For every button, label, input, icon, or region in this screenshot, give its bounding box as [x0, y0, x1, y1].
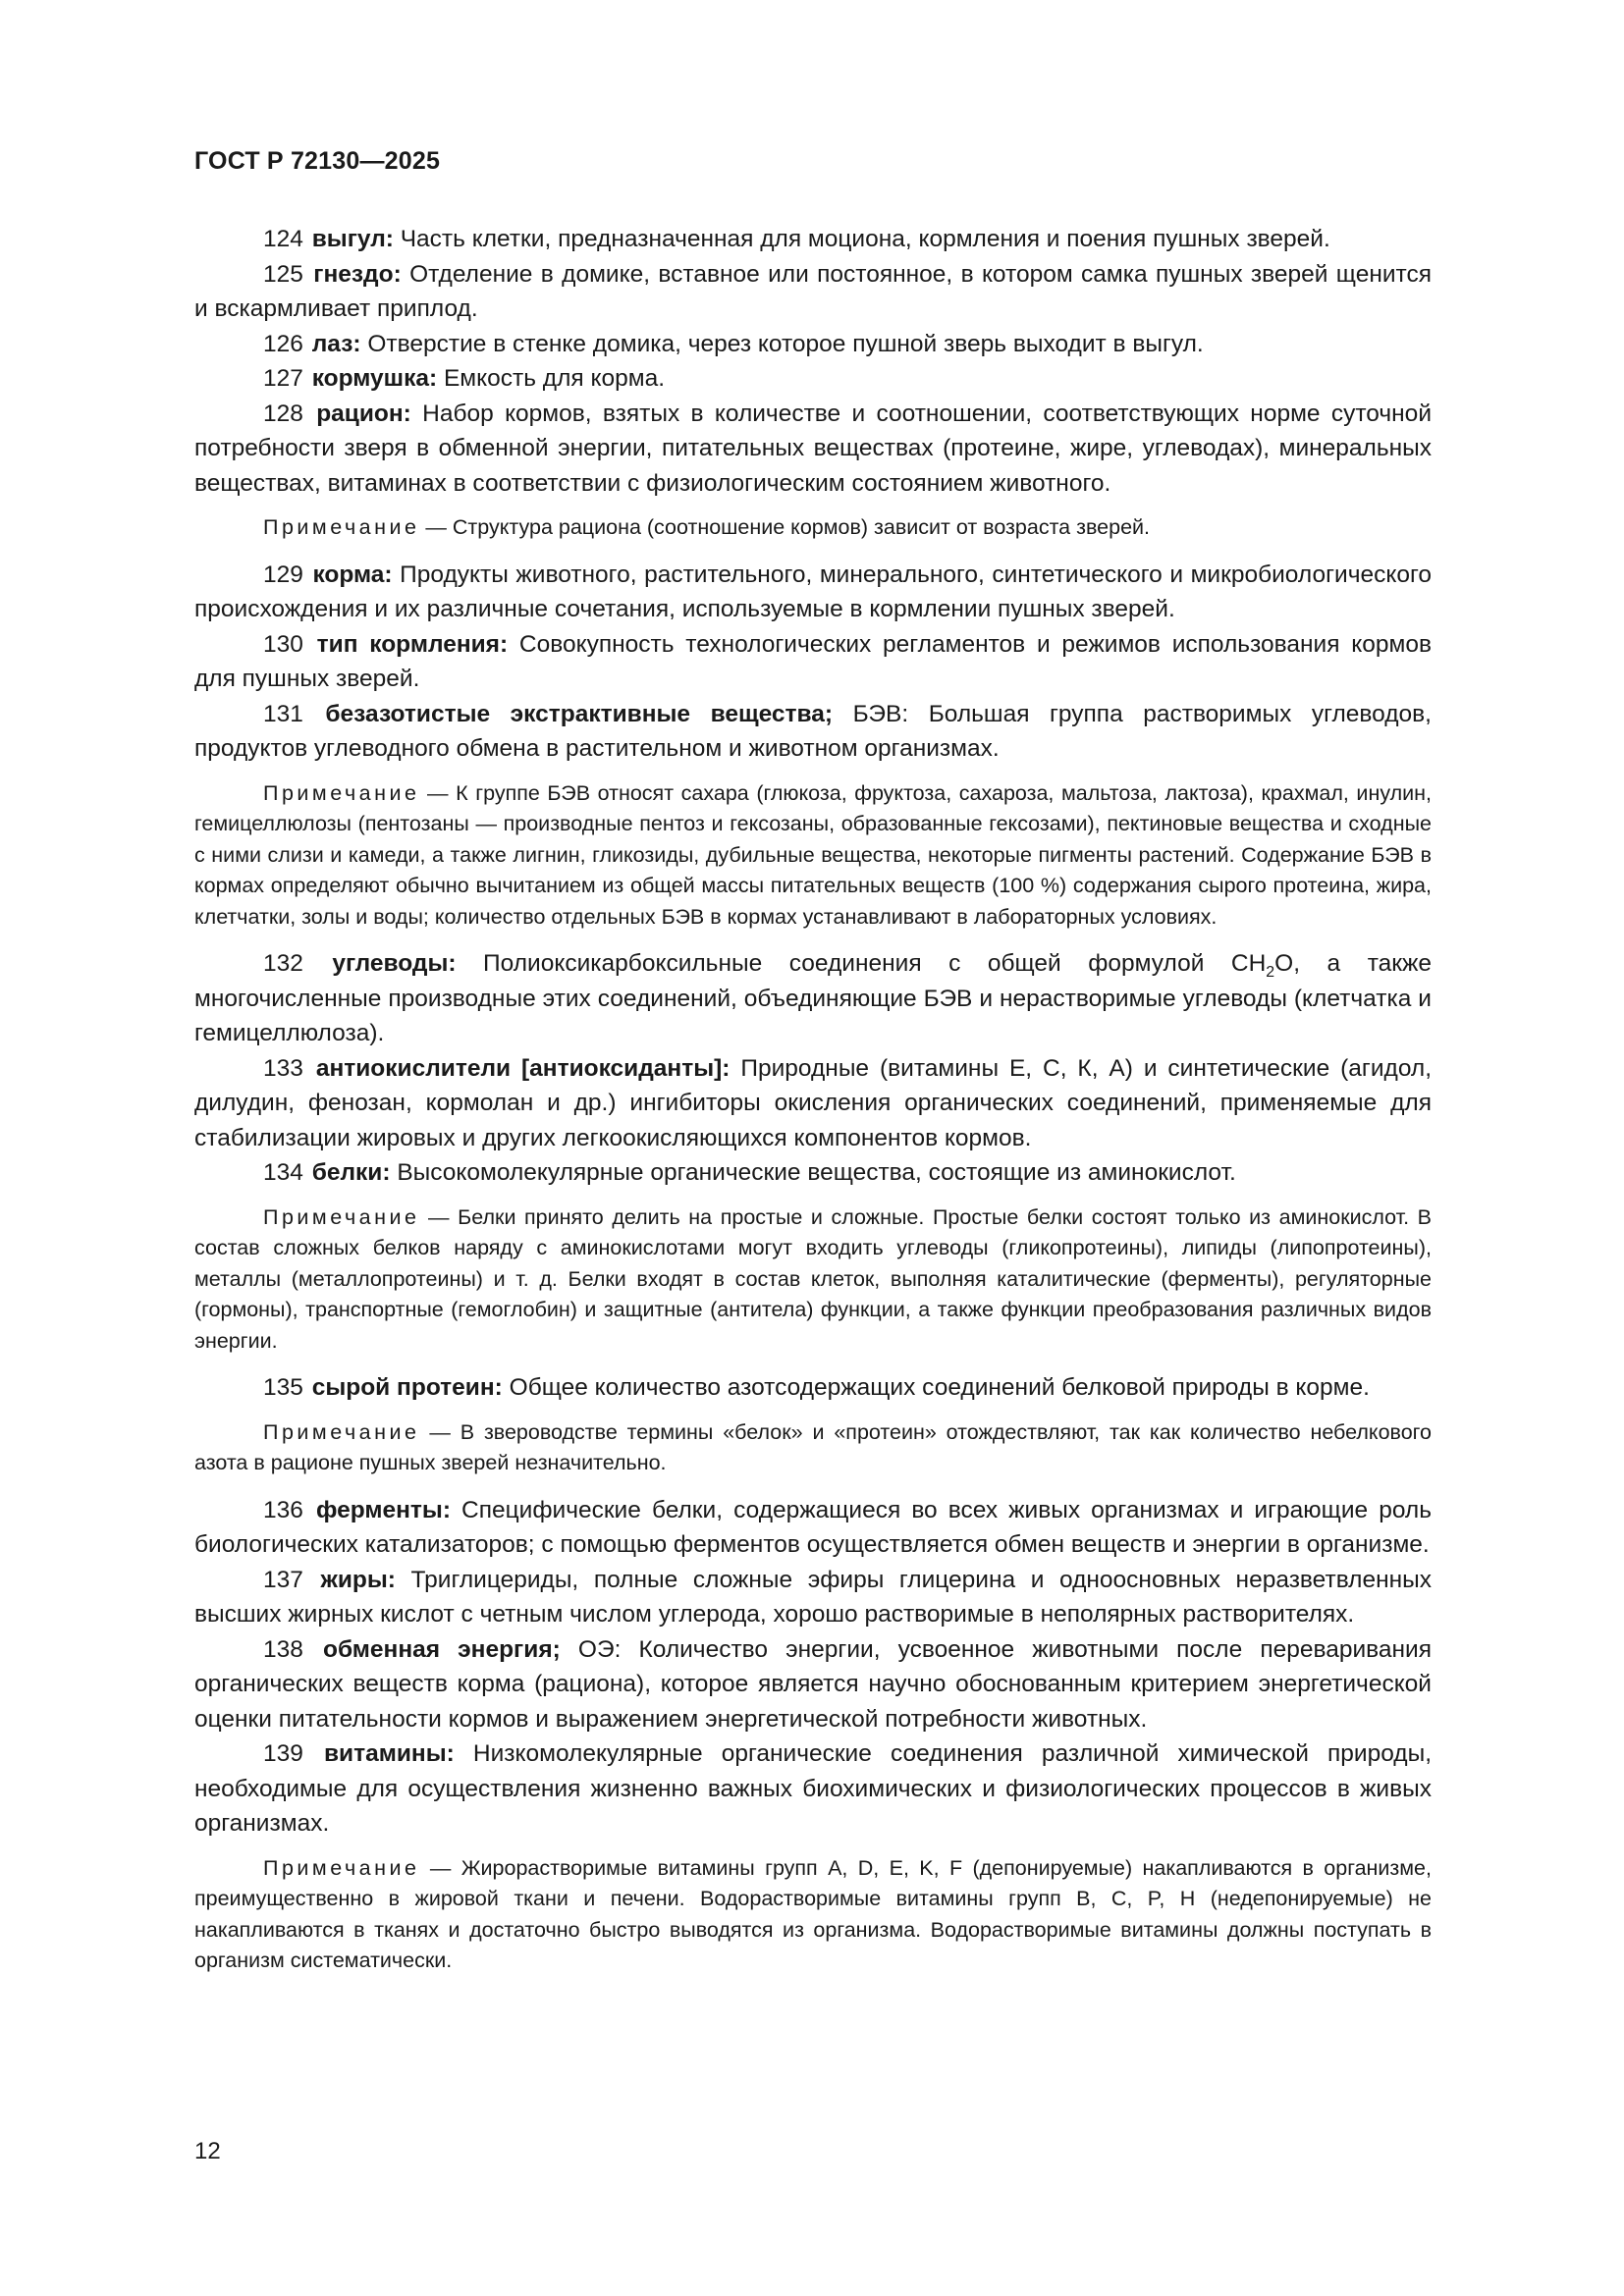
- note: [194, 1853, 1432, 1977]
- note-label: Примечание: [263, 1855, 420, 1880]
- term-definition: Совокупность технологических регламентов и режимов использования кормов для пушных зверей.: [194, 630, 1432, 692]
- term-number: 133: [263, 1054, 303, 1082]
- note: [194, 1202, 1432, 1358]
- term-name: кормушка:: [311, 365, 438, 392]
- term-name: выгул:: [311, 226, 394, 252]
- term-number: 125: [263, 260, 303, 288]
- term-entry: [194, 1563, 1432, 1632]
- term-name: лаз:: [311, 330, 361, 357]
- term-number: 130: [263, 630, 303, 658]
- term-name: сырой протеин:: [311, 1374, 503, 1401]
- term-definition: Низкомолекулярные органические соединения различной химической природы, необходимые для осуществления жизненно важных биохимических и физиологических процессов в живых организмах.: [194, 1740, 1432, 1837]
- term-name: безазотистые экстрактивные вещества;: [325, 700, 834, 727]
- note: [194, 778, 1432, 934]
- term-number: 131: [263, 700, 303, 727]
- term-name: белки:: [311, 1159, 391, 1186]
- term-number: 137: [263, 1566, 303, 1593]
- note-label: Примечание: [263, 1204, 420, 1229]
- term-definition: Набор кормов, взятых в количестве и соотношении, соответствующих норме суточной потребности зверя в обменной энергии, питательных веществах (протеине, жире, углеводах), минеральных веществах, витаминах в соответствии с физиологическим состоянием животного.: [194, 400, 1432, 497]
- note-dash: —: [419, 1855, 461, 1880]
- note-label: Примечание: [263, 515, 420, 539]
- term-entry: [194, 627, 1432, 697]
- term-definition: Общее количество азотсодержащих соединений белковой природы в корме.: [502, 1374, 1370, 1401]
- term-entry: [194, 257, 1432, 327]
- term-number: 129: [263, 561, 303, 588]
- term-entry: [194, 1736, 1432, 1842]
- term-entry: [194, 327, 1432, 362]
- term-name: витамины:: [323, 1740, 455, 1767]
- term-name: углеводы:: [332, 950, 457, 977]
- note-dash: —: [419, 780, 457, 805]
- formula-subscript: 2: [1266, 963, 1275, 981]
- term-number: 136: [263, 1496, 303, 1523]
- term-definition: Триглицериды, полные сложные эфиры глицерина и одноосновных неразветвленных высших жирных кислот с четным числом углерода, хорошо растворимые в неполярных растворителях.: [194, 1566, 1432, 1628]
- term-entry: [194, 361, 1432, 397]
- term-name: корма:: [312, 561, 393, 588]
- page-number: 12: [194, 2138, 221, 2164]
- term-definition: Высокомолекулярные органические вещества, состоящие из аминокислот.: [390, 1159, 1236, 1186]
- note-text: К группе БЭВ относят сахара (глюкоза, фруктоза, сахароза, мальтоза, лактоза), крахмал, инулин, гемицеллюлозы (пентозаны — производные пентоз и гексозаны, образованные гексозами), пектиновые вещества и сходные с ними слизи и камеди, а также лигнин, гликозиды, дубильные вещества, некоторые пигменты растений. Содержание БЭВ в кормах определяют обычно вычитанием из общей массы питательных веществ (100 %) содержания сырого протеина, жира, клетчатки, золы и воды; количество отдельных БЭВ в кормах устанавливают в лабораторных условиях.: [194, 780, 1432, 929]
- term-number: 132: [263, 950, 303, 977]
- term-number: 139: [263, 1740, 303, 1767]
- term-definition: Продукты животного, растительного, минерального, синтетического и микробиологического происхождения и их различные сочетания, используемые в кормлении пушных зверей.: [194, 561, 1432, 622]
- term-entry: [194, 222, 1432, 257]
- term-name: жиры:: [320, 1566, 396, 1593]
- term-definition: Природные (витамины Е, С, К, А) и синтетические (агидол, дилудин, фенозан, кормолан и др.) ингибиторы окисления органических соединений, применяемые для стабилизации жировых и других легкоокисляющихся компонентов кормов.: [194, 1054, 1433, 1151]
- note-label: Примечание: [263, 1419, 420, 1444]
- term-definition: ОЭ: Количество энергии, усвоенное животными после переваривания органических веществ корма (рациона), которое является научно обоснованным критерием энергетической оценки питательности кормов и выражением энергетической потребности животных.: [194, 1635, 1432, 1733]
- term-number: 135: [263, 1374, 303, 1401]
- term-entry: [194, 1632, 1432, 1737]
- note-dash: —: [419, 1204, 459, 1229]
- term-definition: Специфические белки, содержащиеся во всех живых организмах и играющие роль биологических катализаторов; с помощью ферментов осуществляется обмен веществ и энергии в организме.: [194, 1496, 1432, 1558]
- term-entry: [194, 1155, 1432, 1191]
- note-text: В звероводстве термины «белок» и «протеин» отождествляют, так как количество небелкового азота в рационе пушных зверей незначительно.: [194, 1419, 1432, 1474]
- term-number: 127: [263, 365, 303, 392]
- term-definition: Отделение в домике, вставное или постоянное, в котором самка пушных зверей щенится и вскармливает приплод.: [194, 260, 1432, 322]
- term-number: 126: [263, 330, 303, 357]
- term-name: ферменты:: [315, 1496, 451, 1523]
- terms-content: [194, 222, 1432, 1991]
- term-entry: [194, 1493, 1432, 1563]
- term-entry: [194, 697, 1432, 767]
- term-number: 128: [263, 400, 303, 427]
- note-dash: —: [419, 515, 453, 539]
- note-text: Жирорастворимые витамины групп A, D, E, K, F (депонируемые) накапливаются в организме, преимущественно в жировой ткани и печени. Водорастворимые витамины групп B, C, P, H (недепонируемые) не накапливаются в тканях и достаточно быстро выводятся из организма. Водорастворимые витамины должны поступать в организм систематически.: [194, 1855, 1432, 1972]
- term-number: 138: [263, 1635, 303, 1663]
- term-entry: [194, 397, 1432, 502]
- term-name: тип кормления:: [316, 630, 509, 658]
- term-number: 124: [263, 226, 303, 252]
- term-entry: [194, 1370, 1432, 1406]
- note: [194, 1417, 1432, 1479]
- term-entry: [194, 1051, 1432, 1156]
- term-name: обменная энергия;: [323, 1635, 561, 1663]
- term-entry: [194, 946, 1432, 1051]
- document-header: ГОСТ Р 72130—2025: [194, 147, 441, 175]
- term-entry: [194, 558, 1432, 627]
- term-definition: Часть клетки, предназначенная для моциона, кормления и поения пушных зверей.: [393, 226, 1330, 252]
- term-definition: Полиоксикарбоксильные соединения с общей формулой CH: [456, 950, 1267, 977]
- term-number: 134: [263, 1159, 303, 1186]
- term-definition-continued: O, а также многочисленные производные этих соединений, объединяющие БЭВ и нерастворимые углеводы (клетчатка и гемицеллюлоза).: [194, 950, 1432, 1046]
- note-label: Примечание: [263, 780, 420, 805]
- term-name: антиокислители [антиоксиданты]:: [315, 1054, 731, 1082]
- term-name: гнездо:: [313, 260, 402, 288]
- term-name: рацион:: [316, 400, 411, 427]
- term-definition: Емкость для корма.: [437, 365, 665, 392]
- note-dash: —: [419, 1419, 460, 1444]
- term-definition: БЭВ: Большая группа растворимых углеводов, продуктов углеводного обмена в растительном и животном организмах.: [194, 700, 1432, 762]
- note-text: Белки принято делить на простые и сложные. Простые белки состоят только из аминокислот. В состав сложных белков наряду с аминокислотами могут входить углеводы (гликопротеины), липиды (липопротеины), металлы (металлопротеины) и т. д. Белки входят в состав клеток, выполняя каталитические (ферменты), регуляторные (гормоны), транспортные (гемоглобин) и защитные (антитела) функции, а также функции преобразования различных видов энергии.: [194, 1204, 1432, 1353]
- term-definition: Отверстие в стенке домика, через которое пушной зверь выходит в выгул.: [360, 330, 1204, 357]
- note: [194, 512, 1432, 544]
- note-text: Структура рациона (соотношение кормов) зависит от возраста зверей.: [452, 515, 1151, 539]
